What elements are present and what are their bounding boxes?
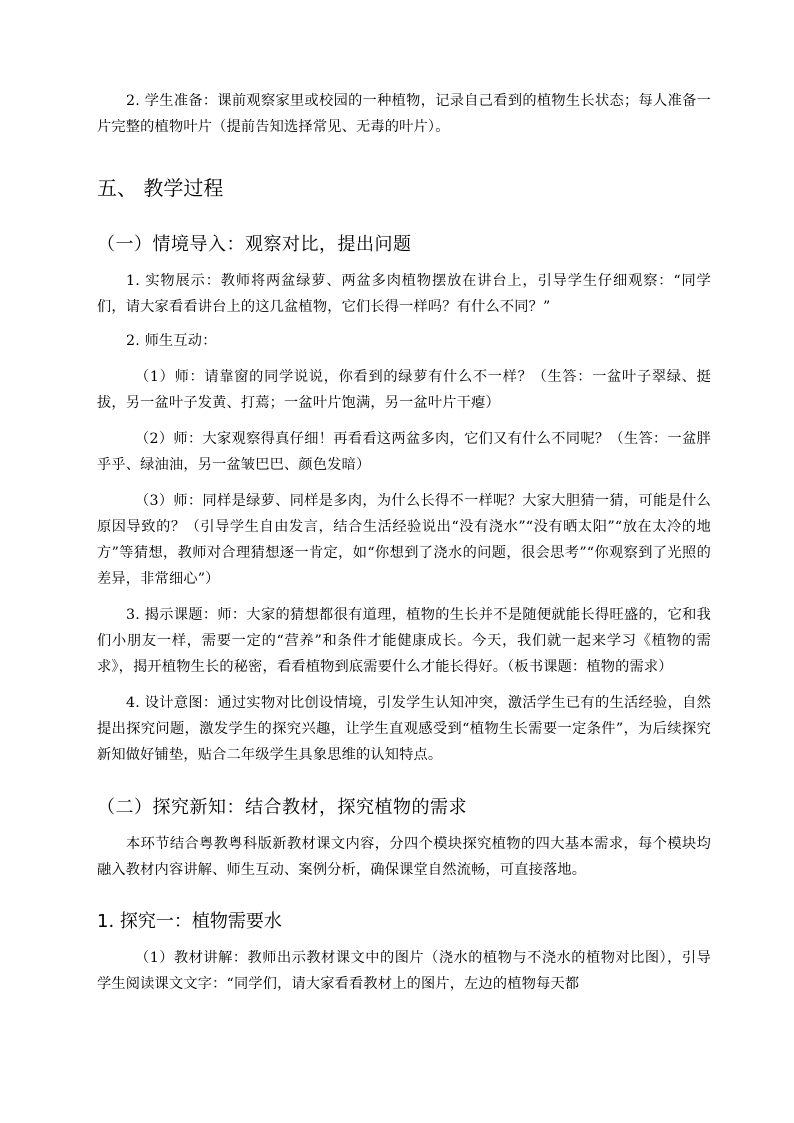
section-heading-teaching-process: 五、 教学过程 [97,176,224,200]
paragraph-textbook-explanation: （1）教材讲解：教师出示教材课文中的图片（浇水的植物与不浇水的植物对比图），引导学生阅读课文文字：“同学们，请大家看看教材上的图片，左边的植物每天都 [97,950,711,992]
paragraph-design-intent: 4. 设计意图：通过实物对比创设情境，引发学生认知冲突，激活学生已有的生活经验，自然提出探究问题，激发学生的探究兴趣，让学生直观感受到“植物生长需要一定条件”，为后续探究新知做好铺垫，贴合二年级学生具象思维的认知特点。 [97,695,711,763]
paragraph-teacher-student-interaction: 2. 师生互动： [126,333,217,349]
paragraph-student-preparation: 2. 学生准备：课前观察家里或校园的一种植物，记录自己看到的植物生长状态；每人准备一片完整的植物叶片（提前告知选择常见、无毒的叶片）。 [97,93,711,135]
heading-explore-water: 1. 探究一：植物需要水 [97,911,282,932]
paragraph-interaction-3: （3）师：同样是绿萝、同样是多肉，为什么长得不一样呢？大家大胆猜一猜，可能是什么原因导致的？（引导学生自由发言，结合生活经验说出“没有浇水”“没有晒太阳”“放在太冷的地方”等猜想，教师对合理猜想逐一肯定，如“你想到了浇水的问题，很会思考”“你观察到了光照的差异，非常细心”） [97,493,711,587]
document-content [97,88,711,997]
paragraph-interaction-2: （2）师：大家观察得真仔细！再看看这两盆多肉，它们又有什么不同呢？（生答：一盆胖乎乎、绿油油，另一盆皱巴巴、颜色发暗） [97,431,711,473]
paragraph-interaction-1: （1）师：请靠窗的同学说说，你看到的绿萝有什么不一样？（生答：一盆叶子翠绿、挺拔，另一盆叶子发黄、打蔫；一盆叶片饱满，另一盆叶片干瘪） [97,369,711,411]
paragraph-explore-intro: 本环节结合粤教粤科版新教材课文内容，分四个模块探究植物的四大基本需求，每个模块均融入教材内容讲解、师生互动、案例分析，确保课堂自然流畅，可直接落地。 [97,836,711,878]
subsection-heading-situation-intro: （一）情境导入：观察对比，提出问题 [97,234,412,255]
subsection-heading-explore-new-knowledge: （二）探究新知：结合教材，探究植物的需求 [97,797,467,818]
paragraph-object-display: 1. 实物展示：教师将两盆绿萝、两盆多肉植物摆放在讲台上，引导学生仔细观察：“同学们，请大家看看讲台上的这几盆植物，它们长得一样吗？有什么不同？” [97,273,711,315]
paragraph-reveal-topic: 3. 揭示课题：师：大家的猜想都很有道理，植物的生长并不是随便就能长得旺盛的，它和我们小朋友一样，需要一定的“营养”和条件才能健康成长。今天，我们就一起来学习《植物的需求》，揭开植物生长的秘密，看看植物到底需要什么才能长得好。（板书课题：植物的需求） [97,607,711,675]
